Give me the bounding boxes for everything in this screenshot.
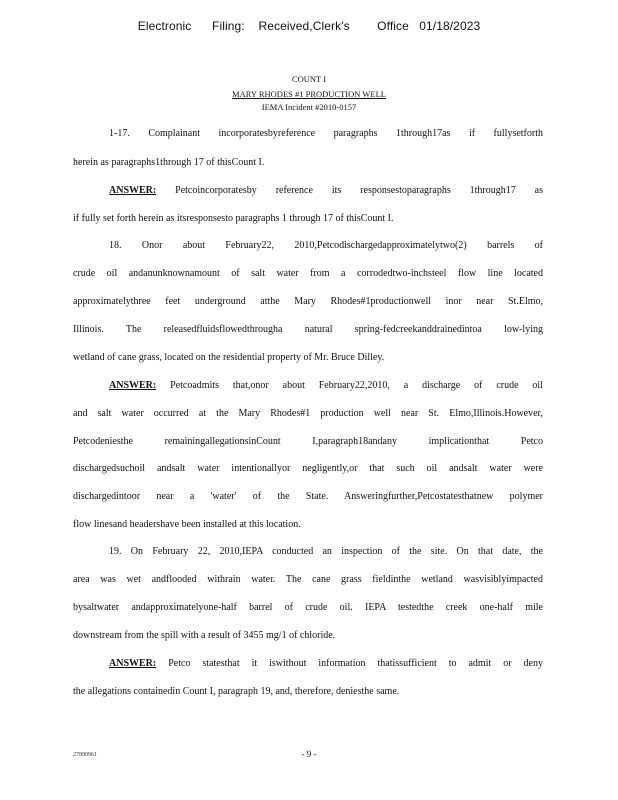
line-text: Petco statesthat it iswithout information thatissufficient to admit or deny [156,658,543,669]
line-text: herein as paragraphs1through 17 of thisCount I. [73,157,265,168]
body-line [73,491,543,502]
body-line [109,658,543,669]
line-text: bysaltwater andapproximatelyone-half barrel of crude oil. IEPA testedthe creek one-half mile [73,602,543,613]
line-text: flow linesand headershave been installed at this location. [73,519,301,530]
body-line [73,213,543,224]
line-text: crude oil andanunknownamount of salt water from a corrodedtwo-inchsteel flow line located [73,268,543,279]
line-text: 1-17. Complainant incorporatesbyreference paragraphs 1through17as if fullysetforth [109,128,543,139]
line-text: wetland of cane grass, located on the residential property of Mr. Bruce Dilley. [73,352,385,363]
filing-stamp-header: Electronic Filing: Received,Clerk's Office 01/18/2023 [137,19,481,33]
body-line [73,463,543,474]
body-line [73,574,543,585]
body-line [109,240,543,251]
body-line [109,380,543,391]
body-line [73,296,543,307]
line-text: Illinois. The releasedfluidsflowedthrougha natural spring-fedcreekanddrainedintoa low-lying [73,324,543,335]
body-line [73,408,543,419]
body-line [73,436,543,447]
page-number: - 9 - [301,749,317,759]
document-id: 27890961 [73,752,97,758]
count-heading: COUNT I [291,74,327,84]
line-text: downstream from the spill with a result of 3455 mg/1 of chloride. [73,630,336,641]
count-title: MARY RHODES #1 PRODUCTION WELL [232,89,386,99]
line-text: Petcoincorporatesby reference its responsestoparagraphs 1through17 as [156,185,543,196]
answer-label: ANSWER: [109,185,157,196]
body-line [73,352,543,363]
line-text: and salt water occurred at the Mary Rhodes#1 production well near St. Elmo,Illinois.However, [73,408,543,419]
line-text: dischargedsuchoil andsalt water intentionallyor negligently,or that such oil andsalt water were [73,463,543,474]
body-line [73,630,543,641]
line-text: Petcodeniesthe remainingallegationsinCount I,paragraph18andany implicationthat Petco [73,436,543,447]
incident-number: IEMA Incident #2010-0157 [261,102,357,112]
line-text: Petcoadmits that,onor about February22,2010, a discharge of crude oil [156,380,543,391]
line-text: approximatelythree feet underground atthe Mary Rhodes#1productionwell inor near St.Elmo, [73,296,543,307]
answer-label: ANSWER: [109,658,157,669]
body-line [73,602,543,613]
body-line [73,157,543,168]
body-line [73,519,543,530]
line-text: if fully set forth herein as itsresponsesto paragraphs 1 through 17 of thisCount I. [73,213,394,224]
line-text: 19. On February 22, 2010,IEPA conducted an inspection of the site. On that date, the [109,546,543,557]
line-text: the allegations containedin Count I, paragraph 19, and, therefore, deniesthe same. [73,686,400,697]
line-text: 18. Onor about February22, 2010,Petcodischargedapproximatelytwo(2) barrels of [109,240,543,251]
body-line [109,546,543,557]
body-line [109,185,543,196]
line-text: dischargedintoor near a 'water' of the State. Answeringfurther,Petcostatesthatnew polymer [73,491,543,502]
body-line [73,686,543,697]
line-text: area was wet andflooded withrain water. The cane grass fieldinthe wetland wasvisiblyimpacted [73,574,543,585]
body-line [109,128,543,139]
body-line [73,268,543,279]
answer-label: ANSWER: [109,380,157,391]
body-line [73,324,543,335]
